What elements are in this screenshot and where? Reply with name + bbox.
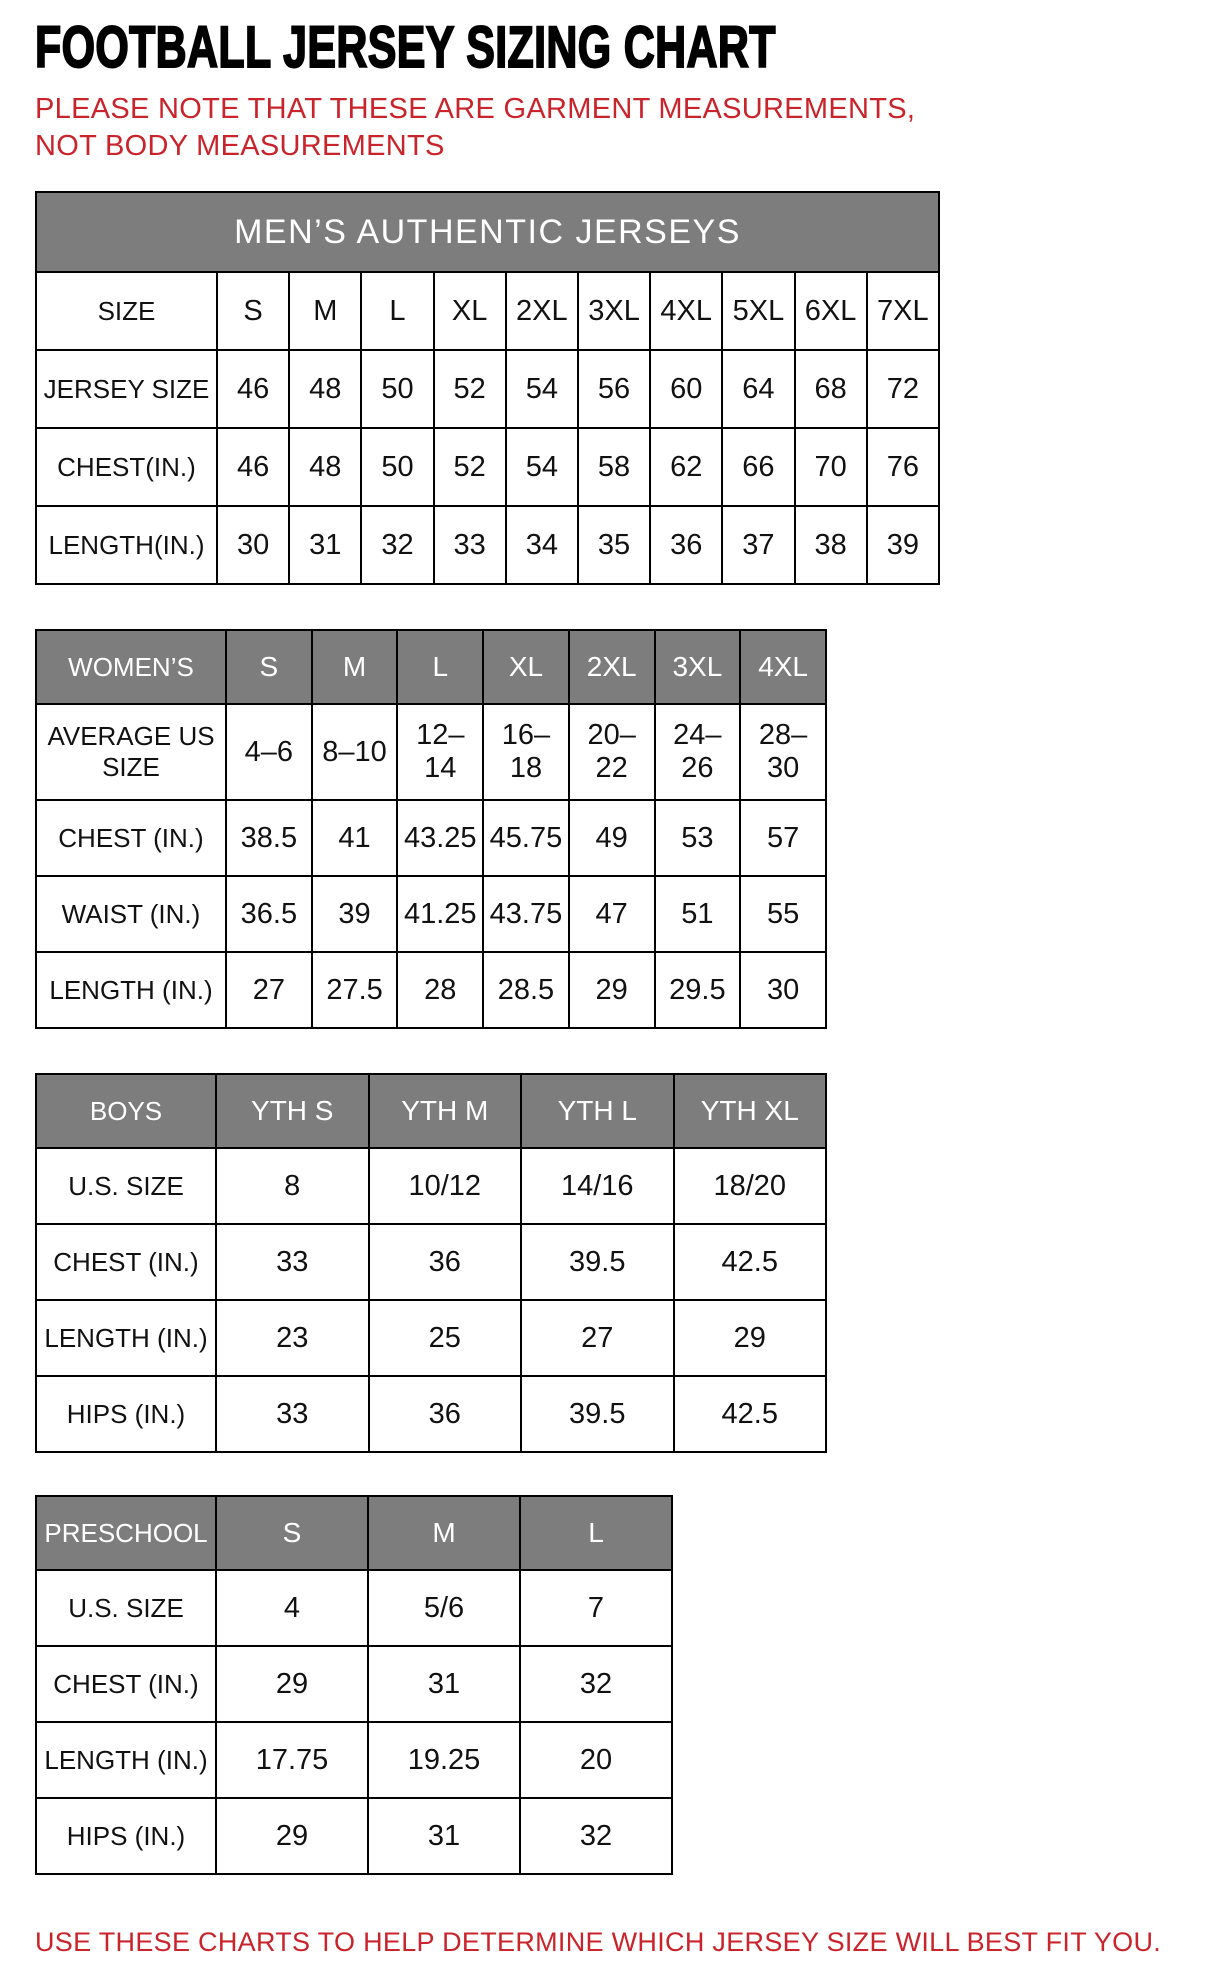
- cell-value: 39.5: [521, 1376, 674, 1452]
- row-label: LENGTH (IN.): [36, 1300, 216, 1376]
- row-label: SIZE: [36, 272, 217, 350]
- cell-value: 32: [361, 506, 433, 584]
- table-row: [36, 1646, 672, 1722]
- cell-value: 39: [867, 506, 939, 584]
- cell-value: 47: [569, 876, 655, 952]
- cell-value: 33: [216, 1224, 369, 1300]
- cell-value: 52: [434, 428, 506, 506]
- table-row: [36, 1570, 672, 1646]
- cell-value: 25: [369, 1300, 522, 1376]
- cell-value: 3XL: [578, 272, 650, 350]
- table-row: [36, 800, 826, 876]
- table-header-row: [36, 630, 826, 704]
- cell-value: 36: [650, 506, 722, 584]
- row-label: LENGTH(IN.): [36, 506, 217, 584]
- cell-value: 31: [368, 1798, 520, 1874]
- mens-table-title: MEN’S AUTHENTIC JERSEYS: [35, 191, 940, 271]
- row-label: CHEST (IN.): [36, 1224, 216, 1300]
- cell-value: 37: [722, 506, 794, 584]
- row-label: U.S. SIZE: [36, 1570, 216, 1646]
- cell-value: 48: [289, 428, 361, 506]
- cell-value: 5/6: [368, 1570, 520, 1646]
- column-header: WOMEN’S: [36, 630, 226, 704]
- column-header: M: [368, 1496, 520, 1570]
- cell-value: 43.25: [397, 800, 483, 876]
- mens-sizing-table: [35, 271, 940, 585]
- cell-value: 24–26: [655, 704, 741, 800]
- row-label: CHEST (IN.): [36, 1646, 216, 1722]
- cell-value: 36.5: [226, 876, 312, 952]
- cell-value: 52: [434, 350, 506, 428]
- column-header: 4XL: [740, 630, 826, 704]
- cell-value: 30: [740, 952, 826, 1028]
- cell-value: 20: [520, 1722, 672, 1798]
- table-row: [36, 428, 939, 506]
- table-row: [36, 1224, 826, 1300]
- cell-value: 8: [216, 1148, 369, 1224]
- table-row: [36, 1376, 826, 1452]
- column-header: YTH XL: [674, 1074, 827, 1148]
- cell-value: 70: [795, 428, 867, 506]
- cell-value: 33: [434, 506, 506, 584]
- cell-value: 33: [216, 1376, 369, 1452]
- cell-value: 60: [650, 350, 722, 428]
- cell-value: 17.75: [216, 1722, 368, 1798]
- womens-sizing-table: [35, 629, 827, 1029]
- cell-value: M: [289, 272, 361, 350]
- cell-value: 4: [216, 1570, 368, 1646]
- cell-value: 64: [722, 350, 794, 428]
- cell-value: 36: [369, 1376, 522, 1452]
- cell-value: 50: [361, 350, 433, 428]
- cell-value: 19.25: [368, 1722, 520, 1798]
- column-header: YTH M: [369, 1074, 522, 1148]
- cell-value: 51: [655, 876, 741, 952]
- cell-value: 10/12: [369, 1148, 522, 1224]
- cell-value: 72: [867, 350, 939, 428]
- column-header: YTH L: [521, 1074, 674, 1148]
- column-header: S: [226, 630, 312, 704]
- cell-value: 42.5: [674, 1376, 827, 1452]
- cell-value: 31: [368, 1646, 520, 1722]
- cell-value: 29.5: [655, 952, 741, 1028]
- column-header: L: [397, 630, 483, 704]
- cell-value: 29: [674, 1300, 827, 1376]
- column-header: PRESCHOOL: [36, 1496, 216, 1570]
- row-label: JERSEY SIZE: [36, 350, 217, 428]
- row-label: WAIST (IN.): [36, 876, 226, 952]
- cell-value: 18/20: [674, 1148, 827, 1224]
- table-row: [36, 506, 939, 584]
- cell-value: 28: [397, 952, 483, 1028]
- cell-value: 58: [578, 428, 650, 506]
- cell-value: 27: [521, 1300, 674, 1376]
- column-header: BOYS: [36, 1074, 216, 1148]
- cell-value: 27: [226, 952, 312, 1028]
- cell-value: 14/16: [521, 1148, 674, 1224]
- fit-advice-footer: USE THESE CHARTS TO HELP DETERMINE WHICH JERSEY SIZE WILL BEST FIT YOU.: [35, 1927, 1162, 1957]
- table-row: [36, 1798, 672, 1874]
- cell-value: 53: [655, 800, 741, 876]
- cell-value: 28–30: [740, 704, 826, 800]
- cell-value: 32: [520, 1646, 672, 1722]
- cell-value: 28.5: [483, 952, 569, 1028]
- table-row: [36, 1722, 672, 1798]
- cell-value: 2XL: [506, 272, 578, 350]
- cell-value: 34: [506, 506, 578, 584]
- cell-value: 46: [217, 350, 289, 428]
- cell-value: XL: [434, 272, 506, 350]
- cell-value: 31: [289, 506, 361, 584]
- cell-value: 23: [216, 1300, 369, 1376]
- column-header: YTH S: [216, 1074, 369, 1148]
- column-header: M: [312, 630, 398, 704]
- cell-value: 45.75: [483, 800, 569, 876]
- row-label: HIPS (IN.): [36, 1798, 216, 1874]
- column-header: 3XL: [655, 630, 741, 704]
- cell-value: 12–14: [397, 704, 483, 800]
- cell-value: 43.75: [483, 876, 569, 952]
- column-header: XL: [483, 630, 569, 704]
- cell-value: 27.5: [312, 952, 398, 1028]
- cell-value: 39.5: [521, 1224, 674, 1300]
- cell-value: 76: [867, 428, 939, 506]
- cell-value: 48: [289, 350, 361, 428]
- row-label: AVERAGE US SIZE: [36, 704, 226, 800]
- cell-value: 41: [312, 800, 398, 876]
- cell-value: L: [361, 272, 433, 350]
- page-title: FOOTBALL JERSEY SIZING CHART: [35, 15, 776, 80]
- table-row: [36, 350, 939, 428]
- cell-value: 32: [520, 1798, 672, 1874]
- cell-value: 7: [520, 1570, 672, 1646]
- cell-value: 29: [216, 1798, 368, 1874]
- garment-measurement-note: PLEASE NOTE THAT THESE ARE GARMENT MEASUREMENTS, NOT BODY MEASUREMENTS: [35, 93, 916, 163]
- cell-value: 39: [312, 876, 398, 952]
- cell-value: 54: [506, 428, 578, 506]
- cell-value: 66: [722, 428, 794, 506]
- column-header: S: [216, 1496, 368, 1570]
- table-row: [36, 876, 826, 952]
- cell-value: 57: [740, 800, 826, 876]
- cell-value: S: [217, 272, 289, 350]
- cell-value: 46: [217, 428, 289, 506]
- cell-value: 56: [578, 350, 650, 428]
- cell-value: 38.5: [226, 800, 312, 876]
- table-header-row: [36, 1496, 672, 1570]
- table-row: [36, 952, 826, 1028]
- cell-value: 68: [795, 350, 867, 428]
- cell-value: 35: [578, 506, 650, 584]
- table-row: [36, 272, 939, 350]
- cell-value: 4XL: [650, 272, 722, 350]
- cell-value: 16–18: [483, 704, 569, 800]
- table-header-row: [36, 1074, 826, 1148]
- cell-value: 5XL: [722, 272, 794, 350]
- cell-value: 7XL: [867, 272, 939, 350]
- cell-value: 41.25: [397, 876, 483, 952]
- row-label: U.S. SIZE: [36, 1148, 216, 1224]
- cell-value: 42.5: [674, 1224, 827, 1300]
- cell-value: 29: [216, 1646, 368, 1722]
- row-label: LENGTH (IN.): [36, 952, 226, 1028]
- cell-value: 8–10: [312, 704, 398, 800]
- row-label: LENGTH (IN.): [36, 1722, 216, 1798]
- cell-value: 54: [506, 350, 578, 428]
- row-label: CHEST (IN.): [36, 800, 226, 876]
- cell-value: 4–6: [226, 704, 312, 800]
- boys-sizing-table: [35, 1073, 827, 1453]
- cell-value: 6XL: [795, 272, 867, 350]
- preschool-sizing-table: [35, 1495, 673, 1875]
- column-header: 2XL: [569, 630, 655, 704]
- cell-value: 29: [569, 952, 655, 1028]
- cell-value: 50: [361, 428, 433, 506]
- table-row: [36, 1300, 826, 1376]
- cell-value: 55: [740, 876, 826, 952]
- table-row: [36, 704, 826, 800]
- column-header: L: [520, 1496, 672, 1570]
- row-label: HIPS (IN.): [36, 1376, 216, 1452]
- cell-value: 20–22: [569, 704, 655, 800]
- cell-value: 62: [650, 428, 722, 506]
- cell-value: 38: [795, 506, 867, 584]
- cell-value: 49: [569, 800, 655, 876]
- table-row: [36, 1148, 826, 1224]
- row-label: CHEST(IN.): [36, 428, 217, 506]
- cell-value: 36: [369, 1224, 522, 1300]
- cell-value: 30: [217, 506, 289, 584]
